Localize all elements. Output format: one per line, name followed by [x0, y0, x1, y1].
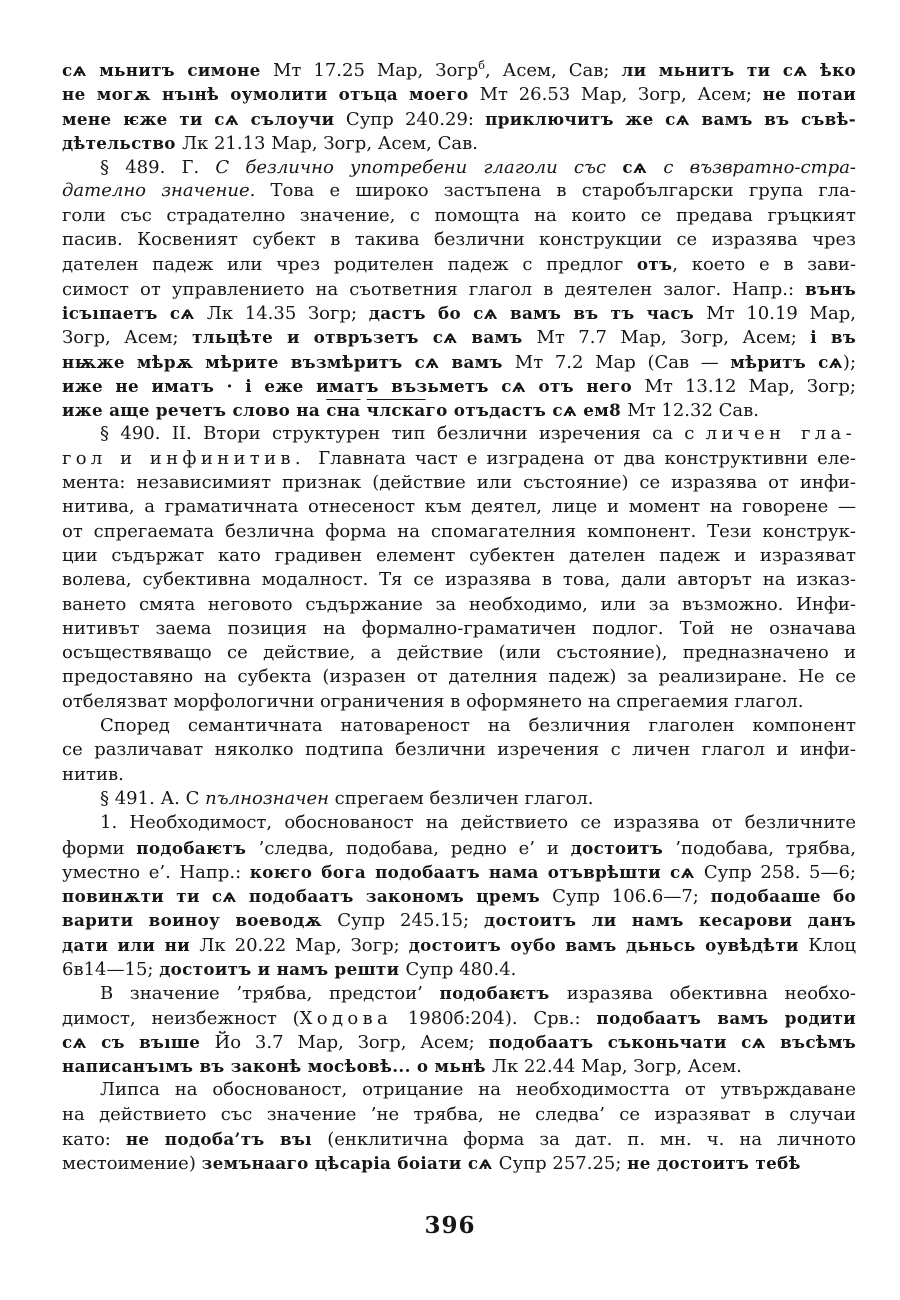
- text-line: [62, 520, 856, 544]
- ocs-quote-text: дати или ни: [62, 934, 200, 955]
- text-line: [62, 884, 856, 908]
- body-text: 1. Необходимост, обоснованост на действието се изразява от безличните: [100, 812, 856, 834]
- paragraph: [62, 1078, 856, 1175]
- body-text: Лк 22.44 Мар, Зогр, Асем.: [491, 1056, 742, 1078]
- text-line: [62, 179, 856, 203]
- paragraph: [62, 58, 856, 155]
- body-text: Лк 14.35 Зогр;: [206, 302, 369, 324]
- ocs-quote-text: дѣтельство: [62, 132, 182, 153]
- letterspaced-text: Ходова: [299, 1007, 393, 1029]
- text-line: [62, 836, 856, 860]
- text-line: [62, 1078, 856, 1102]
- ocs-quote-text: не достоитъ тебѣ: [627, 1153, 801, 1174]
- body-text: Супр 480.4.: [405, 958, 517, 980]
- ocs-quote-text: земънааго цѣсаріа боіати сѧ: [201, 1153, 499, 1174]
- body-text: волева, субективна модалност. Тя се изразява в това, дали авторът на изказ-: [62, 569, 856, 591]
- paragraph: [62, 422, 856, 714]
- text-line: [62, 107, 856, 131]
- ocs-quote-text: сна: [326, 400, 361, 421]
- ocs-quote-text: не подоба’тъ въı: [125, 1129, 328, 1150]
- body-text: Липса на обоснованост, отрицание на необходимостта от утвърждаване: [100, 1079, 856, 1101]
- ocs-quote-text: подобааше бо: [710, 886, 856, 907]
- body-text: Мт 17.25 Мар, Зогр: [273, 60, 479, 81]
- text-line: [62, 204, 856, 228]
- superscript-text: б: [478, 59, 485, 72]
- text-line: [62, 277, 856, 301]
- paragraph: [62, 155, 856, 422]
- text-line: [62, 957, 856, 981]
- body-text: като:: [62, 1129, 126, 1151]
- text-line: [62, 593, 856, 617]
- body-text: 6в14—15;: [62, 958, 160, 980]
- text-line: [62, 228, 856, 252]
- body-text: от спрегаемата безлична форма на спомагателния компонент. Тези конструк-: [62, 520, 856, 542]
- text-line: [62, 763, 856, 787]
- text-line: [62, 1103, 856, 1127]
- ocs-quote-text: сѧ: [622, 157, 648, 178]
- text-line: [62, 860, 856, 884]
- ocs-quote-text: иже аще речетъ слово на: [62, 400, 327, 421]
- ocs-quote-text: тльцѣте и отвръзетъ сѧ вамъ: [192, 327, 537, 348]
- text-block: [62, 58, 856, 1176]
- body-text: Супр 240.29:: [345, 108, 486, 130]
- text-line: [62, 908, 856, 932]
- body-text: форми: [62, 837, 137, 859]
- body-text: Лк 20.22 Мар, Зогр;: [199, 934, 409, 956]
- text-line: [62, 447, 856, 471]
- italic-text: с възвратно-стра-: [647, 157, 857, 179]
- text-line: [62, 617, 856, 641]
- ocs-quote-text: не потаи: [762, 84, 857, 105]
- body-text: Супр 257.25;: [498, 1153, 628, 1175]
- ocs-quote-text: вънъ: [805, 278, 856, 299]
- body-text: на действието със значение ’не трябва, не следва’ се изразяват в случаи: [62, 1103, 856, 1125]
- text-line: [62, 665, 856, 689]
- text-line: [62, 82, 856, 106]
- italic-text: пълнозначен: [205, 787, 329, 809]
- body-text: § 491. А. С: [100, 787, 206, 809]
- text-line: [62, 1030, 856, 1054]
- body-text: Йо 3.7 Мар, Зогр, Асем;: [214, 1031, 489, 1053]
- body-text: димост, неизбежност (: [62, 1007, 300, 1029]
- ocs-quote-text: сѧ мьнитъ симоне: [62, 60, 273, 80]
- body-text: Главната част е изградена от два конструктивни еле-: [318, 447, 856, 469]
- body-text: Мт 7.2 Мар (Сав —: [514, 351, 731, 373]
- body-text: местоимение): [62, 1153, 202, 1175]
- body-text: , Асем, Сав;: [484, 60, 622, 81]
- body-text: Супр 106.6—7;: [552, 886, 711, 908]
- ocs-quote-text: повинѫти ти сѧ подобаатъ закономъ цремъ: [62, 886, 553, 907]
- body-text: Мт 13.12 Мар, Зогр;: [644, 375, 856, 397]
- ocs-quote-text: достоитъ ли намъ кесарови данъ: [483, 910, 857, 931]
- body-text: Супр 245.15;: [337, 910, 484, 932]
- body-text: 1980б:204). Срв.:: [392, 1007, 597, 1029]
- text-line: [62, 738, 856, 762]
- ocs-quote-text: сѧ съ въıше: [62, 1031, 215, 1052]
- text-line: [62, 325, 856, 349]
- paragraph: [62, 787, 856, 811]
- body-text: § 489. Г.: [100, 157, 216, 179]
- body-text: спрегаем безличен глагол.: [328, 787, 594, 809]
- body-text: предоставяно на субекта (изразен от дателния падеж) за реализиране. Не се: [62, 666, 856, 688]
- body-text: ции съдържат като градивен елемент субектен дателен падеж и изразяват: [62, 544, 856, 566]
- body-text: нитив.: [62, 763, 124, 785]
- body-text: дателен падеж или чрез родителен падеж с предлог: [62, 254, 637, 276]
- body-text: );: [842, 351, 857, 373]
- text-line: [62, 690, 856, 714]
- body-text: ’подобава, трябва,: [675, 837, 857, 859]
- ocs-quote-text: иже не иматъ · і еже иматъ възьметъ сѧ отъ него: [62, 375, 645, 396]
- ocs-quote-text: і въ: [810, 327, 856, 348]
- text-line: [62, 811, 856, 835]
- body-text: Мт 7.7 Мар, Зогр, Асем;: [536, 327, 811, 349]
- ocs-quote-text: приключитъ же сѧ вамъ въ съвѣ-: [485, 108, 856, 129]
- italic-text: дателно значение.: [62, 180, 271, 202]
- body-text: (енклитична форма за дат. п. мн. ч. на личното: [327, 1129, 856, 1151]
- body-text: В значение ’трябва, предстои’: [100, 983, 440, 1005]
- paragraph: [62, 811, 856, 981]
- body-text: Мт 26.53 Мар, Зогр, Асем;: [479, 84, 763, 106]
- body-text: изразява обективна необхо-: [566, 983, 856, 1005]
- ocs-quote-text: достоитъ: [570, 837, 676, 858]
- ocs-quote-text: достоитъ оубо вамъ дьньсь оувѣдѣти: [408, 934, 809, 955]
- ocs-quote-text: мене ѥже ти сѧ сълоучи: [62, 108, 346, 129]
- body-text: ’следва, подобава, редно е’ и: [258, 837, 571, 859]
- ocs-quote-text: подобаѥтъ: [136, 837, 259, 858]
- ocs-quote-text: дастъ бо сѧ вамъ въ тъ часъ: [368, 302, 707, 323]
- body-text: Мт 10.19 Мар,: [706, 302, 856, 324]
- body-text: голи със страдателно значение, с помощта на които се предава гръцкият: [62, 204, 856, 226]
- text-line: [62, 58, 856, 82]
- body-text: симост от управлението на съответния глагол в деятелен залог. Напр.:: [62, 278, 806, 300]
- body-text: нитивът заема позиция на формално-граматичен подлог. Той не означава: [62, 617, 856, 639]
- text-line: [62, 350, 856, 374]
- body-text: уместно е’. Напр.:: [62, 861, 250, 883]
- text-line: [62, 933, 856, 957]
- text-line: [62, 641, 856, 665]
- ocs-quote-text: ісъıпаетъ сѧ: [62, 302, 207, 323]
- text-line: [62, 471, 856, 495]
- text-line: [62, 301, 856, 325]
- paragraph: [62, 981, 856, 1078]
- ocs-quote-text: мѣритъ сѧ: [730, 351, 843, 372]
- text-line: [62, 1006, 856, 1030]
- body-text: пасив. Косвеният субект в такива безлични конструкции се изразява чрез: [62, 229, 856, 251]
- text-line: [62, 155, 856, 179]
- letterspaced-text: гол и инфинитив.: [62, 447, 319, 469]
- text-line: [62, 568, 856, 592]
- body-text: § 490. II. Втори структурен тип безлични изречения са с: [100, 423, 706, 445]
- ocs-quote-text: члска: [366, 400, 426, 421]
- body-text: Супр 258. 5—6;: [703, 861, 856, 883]
- text-line: [62, 131, 856, 155]
- ocs-quote-text: нѭже мѣрѫ мѣрите възмѣритъ сѧ вамъ: [62, 351, 515, 372]
- ocs-quote-text: достоитъ и намъ решти: [159, 958, 406, 979]
- ocs-quote-text: подобаѥтъ: [439, 983, 567, 1004]
- text-line: [62, 714, 856, 738]
- ocs-quote-text: написанъıмъ въ законѣ мосѣовѣ... о мьнѣ: [62, 1056, 492, 1077]
- text-line: [62, 252, 856, 276]
- body-text: Мт 12.32 Сав.: [627, 400, 760, 422]
- text-line: [62, 495, 856, 519]
- text-line: [62, 1127, 856, 1151]
- ocs-quote-text: ли мьнитъ ти сѧ ѣко: [621, 60, 856, 80]
- ocs-quote-text: отъ: [636, 254, 673, 275]
- body-text: Зогр, Асем;: [62, 327, 193, 349]
- page-number: 396: [424, 1212, 476, 1239]
- text-line: [62, 981, 856, 1005]
- body-text: мента: независимият признак (действие или състояние) се изразява от инфи-: [62, 472, 856, 494]
- text-line: [62, 398, 856, 422]
- text-line: [62, 544, 856, 568]
- body-text: Клоц: [808, 934, 856, 956]
- text-line: [62, 1054, 856, 1078]
- body-text: осъществяващо се действие, а действие (или състояние), предназначено и: [62, 642, 856, 664]
- ocs-quote-text: коѥго бога подобаатъ нама отъврѣшти сѧ: [249, 861, 704, 882]
- body-text: Според семантичната натовареност на безличния глаголен компонент: [100, 715, 856, 737]
- body-text: ването смята неговото съдържание за необходимо, или за възможно. Инфи-: [62, 593, 856, 615]
- body-text: отбелязват морфологични ограничения в оформянето на спрегаемия глагол.: [62, 690, 804, 712]
- paragraph: [62, 714, 856, 787]
- body-text: се различават няколко подтипа безлични изречения с личен глагол и инфи-: [62, 739, 856, 761]
- ocs-quote-text: варити воиноу воеводѫ: [62, 910, 338, 931]
- text-line: [62, 422, 856, 446]
- body-text: Лк 21.13 Мар, Зогр, Асем, Сав.: [181, 132, 478, 154]
- body-text: Това е широко застъпена в старобългарски група гла-: [270, 180, 856, 202]
- letterspaced-text: личен гла-: [705, 423, 856, 445]
- text-line: [62, 374, 856, 398]
- ocs-quote-text: подобаатъ съконьчати сѧ въсѣмъ: [488, 1031, 856, 1052]
- body-text: нитива, а граматичната отнесеност към деятел, лице и момент на говорене —: [62, 496, 856, 518]
- body-text: , което е в зави-: [672, 254, 856, 276]
- ocs-quote-text: подобаатъ вамъ родити: [596, 1007, 857, 1028]
- italic-text: С безлично употребени глаголи със: [215, 157, 623, 179]
- ocs-quote-text: го отъдастъ сѧ ем8: [425, 400, 628, 421]
- text-line: [62, 787, 856, 811]
- ocs-quote-text: не могѫ нъıнѣ оумолити отъца моего: [62, 84, 480, 105]
- text-line: [62, 1151, 856, 1175]
